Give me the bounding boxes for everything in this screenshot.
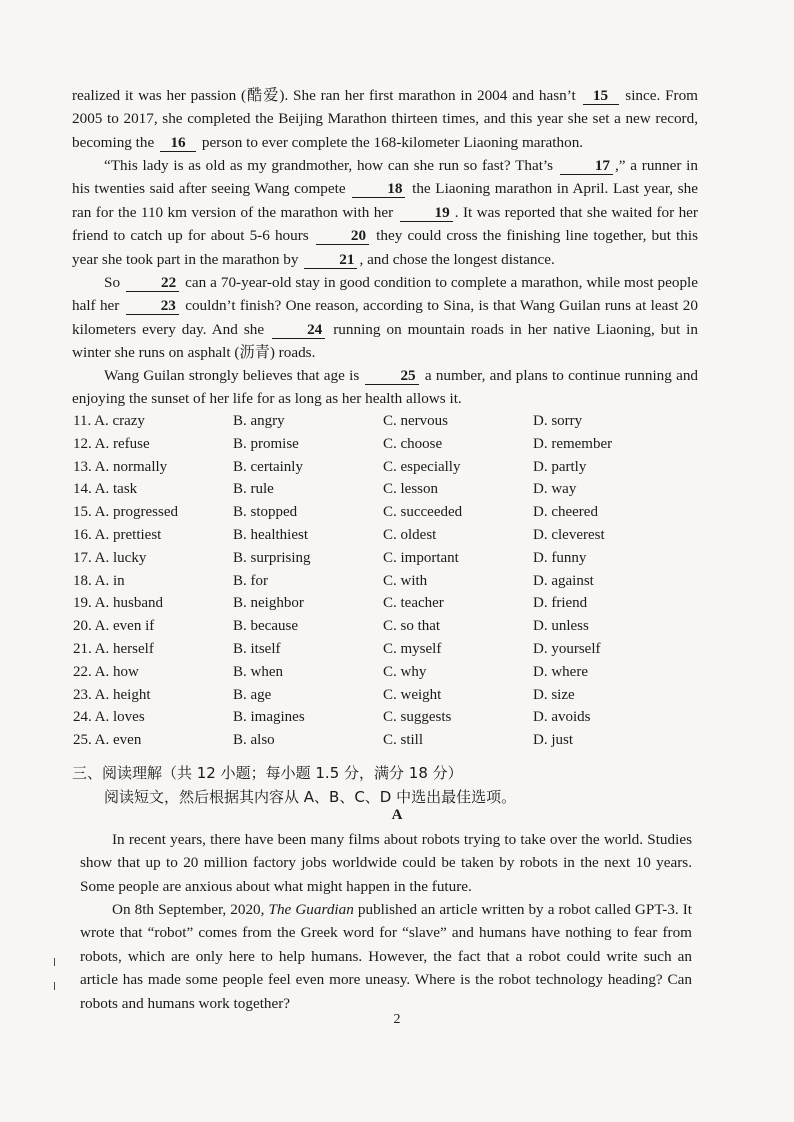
text-run: . It was reported that she waited for her friend to catch up for about 5-6 hours — [72, 203, 698, 245]
text-run: since. From 2005 to 2017, she completed the Beijing Marathon thirteen times, and this year she set a new record, becoming the — [72, 87, 698, 151]
option-c: C. why — [383, 663, 427, 680]
option-c: C. oldest — [383, 526, 437, 543]
question-row-20 — [73, 615, 713, 638]
question-row-16 — [73, 524, 713, 547]
option-b: B. angry — [233, 413, 285, 429]
option-d: D. friend — [533, 595, 588, 612]
text-run: running on mountain roads in her native Liaoning, but in winter she runs on asphalt (沥青) roads. — [72, 320, 698, 362]
option-c: C. choose — [383, 435, 443, 452]
option-c: C. especially — [383, 458, 461, 475]
option-b: B. for — [233, 572, 268, 589]
option-b: B. certainly — [233, 458, 303, 475]
question-row-19 — [73, 592, 713, 615]
option-d: D. unless — [533, 618, 589, 635]
text-run: “This lady is as old as my grandmother, how can she run so fast? That’s — [104, 157, 558, 174]
option-c: C. with — [383, 572, 428, 589]
option-a: 21. A. herself — [73, 640, 154, 657]
section-3-instruction: 阅读短文，然后根据其内容从 A、B、C、D 中选出最佳选项。 — [104, 788, 517, 806]
passage-a-label: A — [391, 807, 403, 823]
option-b: B. rule — [233, 481, 274, 498]
cloze-blank-24: 24 — [272, 321, 325, 339]
margin-mark — [54, 982, 55, 990]
option-b: B. healthiest — [233, 526, 308, 543]
option-d: D. way — [533, 481, 577, 498]
option-d: D. sorry — [533, 413, 583, 429]
question-row-12 — [73, 433, 713, 456]
text-run: So — [104, 274, 124, 291]
option-d: D. partly — [533, 458, 587, 475]
option-d: D. cleverest — [533, 526, 605, 543]
margin-mark — [54, 958, 55, 966]
passage-paragraph-4 — [72, 364, 698, 411]
option-b: B. age — [233, 686, 272, 703]
question-row-14 — [73, 478, 713, 501]
text-run: a number, and plans to continue running and enjoying the sunset of her life for as long as her health allows it. — [72, 367, 699, 408]
section-3-title: 三、阅读理解（共 12 小题；每小题 1.5 分，满分 18 分） — [72, 764, 463, 782]
passage-a-paragraph-1 — [80, 828, 692, 898]
text-run: published an article written by a robot called GPT-3. It wrote that “robot” comes from the Greek word for “slave” and humans have nothing to fear from robots, which are only here to help humans. However, the fact that a robot could write such an article has made some people feel even more uneasy. Where is the robot technology heading? Can robots and humans work together? — [80, 901, 692, 1012]
question-row-15 — [73, 501, 713, 524]
text-run: can a 70-year-old stay in good condition to complete a marathon, while most people half her — [72, 274, 698, 315]
option-c: C. weight — [383, 686, 442, 703]
passage-paragraph-1 — [72, 84, 698, 154]
text-run: realized it was her passion (酷爱). She ran her first marathon in 2004 and hasn’t — [72, 87, 581, 104]
option-d: D. avoids — [533, 709, 591, 726]
option-c: C. succeeded — [383, 504, 463, 521]
question-row-17 — [73, 547, 713, 570]
question-row-22 — [73, 661, 713, 684]
text-run: Wang Guilan strongly believes that age is — [104, 367, 364, 384]
text-run: , and chose the longest distance. — [359, 250, 555, 268]
passage-paragraph-2 — [72, 154, 698, 271]
option-a: 11. A. crazy — [73, 413, 145, 429]
option-c: C. nervous — [383, 413, 448, 429]
text-run: On 8th September, 2020, — [112, 901, 269, 918]
option-c: C. still — [383, 732, 424, 749]
cloze-blank-18: 18 — [352, 180, 405, 198]
question-row-23 — [73, 684, 713, 707]
italic-title: The Guardian — [268, 901, 354, 918]
cloze-blank-17: 17 — [560, 157, 613, 175]
option-a: 17. A. lucky — [73, 549, 147, 566]
passage-a-paragraph-2 — [80, 898, 692, 1015]
option-a: 20. A. even if — [73, 618, 155, 635]
question-row-11 — [73, 410, 713, 433]
option-c: C. suggests — [383, 709, 452, 726]
option-d: D. remember — [533, 435, 613, 452]
option-b: B. promise — [233, 435, 299, 452]
option-d: D. cheered — [533, 504, 598, 521]
passage-paragraph-3 — [72, 271, 698, 365]
option-a: 14. A. task — [73, 481, 138, 498]
question-row-13 — [73, 456, 713, 479]
option-a: 18. A. in — [73, 572, 125, 589]
cloze-blank-19: 19 — [400, 204, 453, 222]
cloze-blank-15: 15 — [583, 87, 619, 105]
question-row-18 — [73, 570, 713, 593]
option-d: D. where — [533, 663, 588, 680]
cloze-blank-22: 22 — [126, 274, 179, 292]
option-b: B. surprising — [233, 549, 311, 566]
question-row-21 — [73, 638, 713, 661]
option-a: 25. A. even — [73, 732, 142, 749]
option-a: 16. A. prettiest — [73, 526, 162, 543]
option-a: 12. A. refuse — [73, 435, 150, 452]
cloze-blank-20: 20 — [316, 227, 369, 245]
option-d: D. size — [533, 686, 575, 703]
option-c: C. so that — [383, 618, 441, 635]
option-b: B. because — [233, 618, 298, 635]
option-a: 13. A. normally — [73, 458, 168, 475]
text-run: they could cross the finishing line together, but this year she took part in the marathon by — [72, 227, 698, 268]
option-b: B. neighbor — [233, 595, 304, 612]
text-run: ,” a runner in his twenties said after seeing Wang compete — [72, 157, 698, 198]
option-b: B. itself — [233, 640, 281, 657]
question-row-24 — [73, 706, 713, 729]
question-row-25 — [73, 729, 713, 752]
text-run: person to ever complete the 168-kilometer Liaoning marathon. — [198, 133, 584, 151]
text-run: the Liaoning marathon in April. Last year, she ran for the 110 km version of the marathon with her — [72, 180, 698, 221]
cloze-blank-23: 23 — [126, 297, 179, 315]
option-a: 22. A. how — [73, 663, 139, 680]
option-d: D. just — [533, 732, 574, 749]
option-b: B. imagines — [233, 709, 305, 726]
option-d: D. funny — [533, 549, 587, 566]
cloze-blank-25: 25 — [365, 367, 418, 385]
cloze-blank-16: 16 — [160, 134, 196, 152]
option-a: 19. A. husband — [73, 595, 163, 612]
option-b: B. also — [233, 732, 275, 749]
option-c: C. myself — [383, 640, 442, 657]
option-a: 15. A. progressed — [73, 504, 178, 521]
option-b: B. when — [233, 663, 283, 680]
cloze-options-list — [73, 410, 713, 752]
page-number: 2 — [393, 1012, 401, 1027]
option-d: D. yourself — [533, 640, 601, 657]
option-a: 23. A. height — [73, 686, 151, 703]
cloze-blank-21: 21 — [304, 251, 357, 269]
text-run: In recent years, there have been many films about robots trying to take over the world. Studies show that up to 20 million factory jobs worldwide could be taken by robots in the next 10 years. Some people are anxious about what might happen in the future. — [80, 831, 692, 895]
option-a: 24. A. loves — [73, 709, 145, 726]
text-run: couldn’t finish? One reason, according to Sina, is that Wang Guilan runs at least 20 kilometers every day. And she — [72, 297, 698, 338]
option-c: C. lesson — [383, 481, 439, 498]
option-c: C. teacher — [383, 595, 444, 612]
option-d: D. against — [533, 572, 594, 589]
option-c: C. important — [383, 549, 459, 566]
option-b: B. stopped — [233, 504, 298, 521]
